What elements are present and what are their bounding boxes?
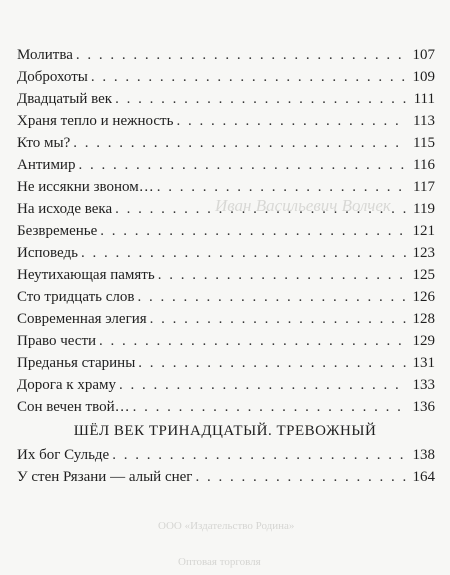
dot-leader bbox=[158, 264, 406, 286]
toc-entry bbox=[17, 374, 435, 396]
toc-entry bbox=[17, 352, 435, 374]
toc-entry bbox=[17, 88, 435, 110]
dot-leader bbox=[195, 466, 406, 488]
toc-entry bbox=[17, 198, 435, 220]
dot-leader bbox=[81, 242, 406, 264]
toc-entry-title: Право чести bbox=[17, 333, 97, 349]
toc-entry-page: 126 bbox=[412, 289, 435, 305]
toc-entry-page: 109 bbox=[412, 69, 435, 85]
toc-entry bbox=[17, 44, 435, 66]
dot-leader bbox=[76, 44, 406, 66]
toc-entry-page: 131 bbox=[412, 355, 435, 371]
dot-leader bbox=[138, 352, 406, 374]
dot-leader bbox=[115, 198, 406, 220]
toc-entry bbox=[17, 132, 435, 154]
section-heading: ШЁЛ ВЕК ТРИНАДЦАТЫЙ. ТРЕВОЖНЫЙ bbox=[73, 423, 377, 439]
toc-entry-title: Исповедь bbox=[17, 245, 78, 261]
dot-leader bbox=[119, 374, 406, 396]
dot-leader bbox=[176, 110, 406, 132]
toc-entry-title: Их бог Сульде bbox=[17, 447, 110, 463]
toc-entry-page: 116 bbox=[413, 157, 435, 173]
toc-entry-page: 117 bbox=[413, 179, 435, 195]
dot-leader bbox=[99, 330, 406, 352]
toc-entry-page: 123 bbox=[412, 245, 435, 261]
toc-entry-page: 133 bbox=[412, 377, 435, 393]
toc-entry bbox=[17, 396, 435, 418]
dot-leader bbox=[157, 176, 406, 198]
toc-entry bbox=[17, 176, 435, 198]
toc-entry bbox=[17, 110, 435, 132]
toc-entry-title: Сон вечен твой… bbox=[17, 399, 130, 415]
toc-entry-title: Сто тридцать слов bbox=[17, 289, 135, 305]
dot-leader bbox=[91, 66, 406, 88]
toc-entry-page: 121 bbox=[412, 223, 435, 239]
dot-leader bbox=[73, 132, 406, 154]
toc-entry-page: 115 bbox=[413, 135, 435, 151]
toc-entry-title: Современная элегия bbox=[17, 311, 147, 327]
dot-leader bbox=[133, 396, 406, 418]
toc-entry bbox=[17, 286, 435, 308]
toc-entry bbox=[17, 220, 435, 242]
toc-entry bbox=[17, 66, 435, 88]
toc-entry-title: Храня тепло и нежность bbox=[17, 113, 174, 129]
toc-entry bbox=[17, 264, 435, 286]
table-of-contents bbox=[17, 44, 435, 418]
toc-entry-page: 138 bbox=[412, 447, 435, 463]
toc-entry bbox=[17, 466, 435, 488]
bleed-through-trade: Оптовая торговля bbox=[178, 556, 261, 568]
toc-entry bbox=[17, 444, 435, 466]
toc-entry bbox=[17, 242, 435, 264]
toc-entry-title: Двадцатый век bbox=[17, 91, 113, 107]
toc-entry-title: Антимир bbox=[17, 157, 76, 173]
dot-leader bbox=[112, 444, 406, 466]
toc-entry-title: У стен Рязани — алый снег bbox=[17, 469, 193, 485]
toc-entry-page: 125 bbox=[412, 267, 435, 283]
toc-entry-title: Кто мы? bbox=[17, 135, 71, 151]
toc-entry-title: Доброхоты bbox=[17, 69, 88, 85]
toc-entry-page: 136 bbox=[412, 399, 435, 415]
toc-entry bbox=[17, 308, 435, 330]
toc-entry-page: 164 bbox=[412, 469, 435, 485]
toc-entry bbox=[17, 154, 435, 176]
toc-entry bbox=[17, 330, 435, 352]
dot-leader bbox=[115, 88, 406, 110]
toc-entry-page: 128 bbox=[412, 311, 435, 327]
toc-entry-page: 111 bbox=[413, 91, 435, 107]
bleed-through-author: Иван Васильевич Волчек bbox=[215, 196, 391, 215]
dot-leader bbox=[137, 286, 406, 308]
toc-entry-title: Безвременье bbox=[17, 223, 98, 239]
dot-leader bbox=[150, 308, 406, 330]
toc-entry-page: 113 bbox=[413, 113, 435, 129]
toc-entry-title: На исходе века bbox=[17, 201, 113, 217]
toc-entry-title: Не иссякни звоном… bbox=[17, 179, 154, 195]
bleed-through-publisher: ООО «Издательство Родина» bbox=[158, 520, 295, 532]
dot-leader bbox=[100, 220, 406, 242]
section-contents bbox=[17, 444, 435, 488]
toc-entry-title: Преданья старины bbox=[17, 355, 136, 371]
dot-leader bbox=[78, 154, 406, 176]
toc-entry-title: Неутихающая память bbox=[17, 267, 155, 283]
toc-entry-title: Дорога к храму bbox=[17, 377, 116, 393]
toc-entry-page: 129 bbox=[412, 333, 435, 349]
toc-entry-page: 107 bbox=[412, 47, 435, 63]
toc-entry-title: Молитва bbox=[17, 47, 73, 63]
toc-entry-page: 119 bbox=[413, 201, 435, 217]
